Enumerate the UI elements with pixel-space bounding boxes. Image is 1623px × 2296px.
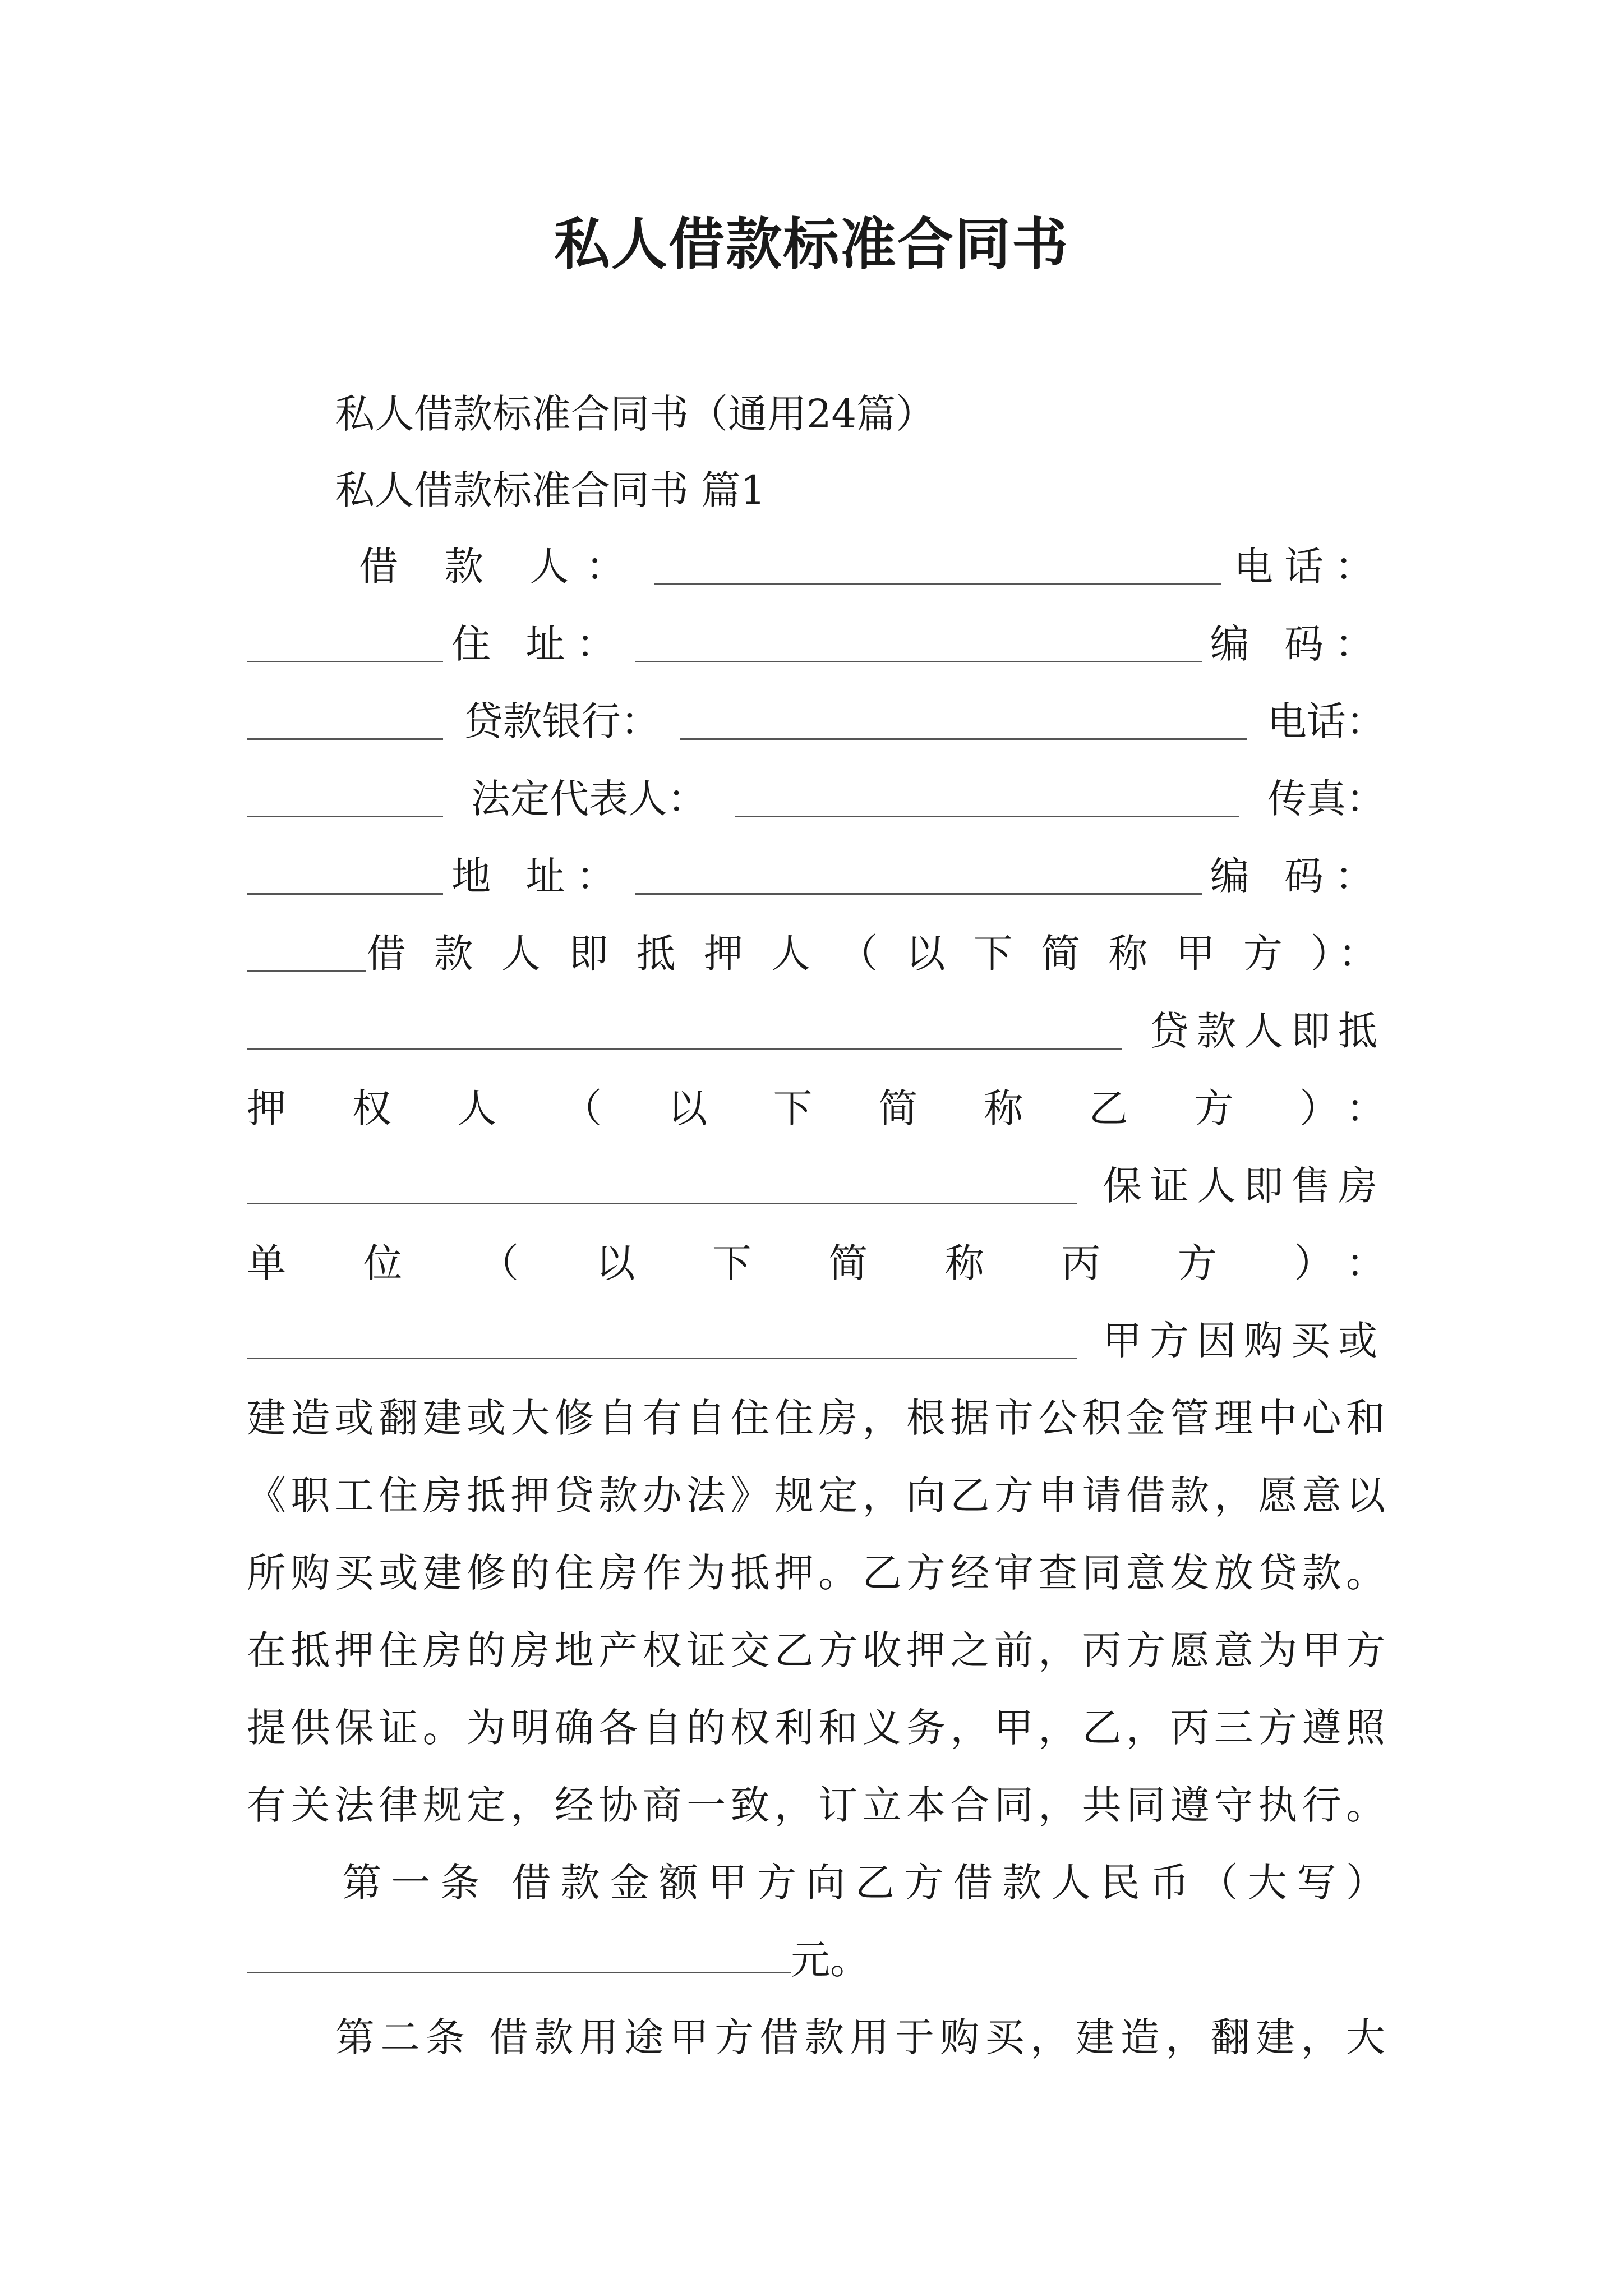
code-label-1: 编 码：: [1210, 621, 1385, 667]
party-b-blank: [247, 1168, 1077, 1204]
lender-row: [247, 1003, 1385, 1059]
phone-label-2: 电话：: [1267, 698, 1385, 744]
article-2: 第二条 借款用途甲方借款用于购买，建造，翻建，大: [335, 2014, 1385, 2060]
party-c-row: 单 位 （ 以 下 简 称 丙 方 ）：: [247, 1240, 1385, 1286]
guarantor-head: 保证人即售房: [1103, 1163, 1385, 1209]
party-a-label: 借 款 人 即 抵 押 人 （ 以 下 简 称 甲 方 ）：: [366, 931, 1385, 977]
address-row-2: [247, 848, 1385, 904]
fax-label: 传真：: [1267, 776, 1385, 822]
lender-label-head: 贷款人即抵: [1150, 1008, 1385, 1054]
code-blank-2: [247, 936, 366, 972]
body-line: 建造或翻建或大修自有自住住房，根据市公积金管理中心和: [247, 1395, 1385, 1441]
party-a-row: [247, 926, 1385, 982]
borrower-blank: [654, 549, 1221, 585]
body-line: 在抵押住房的房地产权证交乙方收押之前，丙方愿意为甲方: [247, 1627, 1385, 1673]
phone-blank-2: [247, 781, 443, 817]
phone-blank-1: [247, 626, 443, 662]
section-heading: 私人借款标准合同书 篇1: [335, 467, 766, 513]
borrower-row: [359, 539, 1385, 595]
address-row-1: [247, 616, 1385, 672]
phone-label-1: 电话：: [1233, 544, 1385, 590]
borrower-label: 借 款 人：: [359, 544, 642, 590]
bank-blank: [680, 703, 1247, 740]
reason-row: [247, 1313, 1385, 1369]
bank-row: [247, 693, 1385, 749]
party-a-blank: [247, 1013, 1122, 1050]
legal-rep-blank: [735, 781, 1239, 817]
party-b-row: 押 权 人 （ 以 下 简 称 乙 方 ）：: [247, 1085, 1385, 1131]
amount-blank: [247, 1937, 791, 1973]
address-label-1: 住 址：: [451, 621, 627, 667]
body-line: 所购买或建修的住房作为抵押。乙方经审查同意发放贷款。: [247, 1550, 1385, 1596]
guarantor-row: [247, 1158, 1385, 1214]
article-1: 第一条 借款金额甲方向乙方借款人民币（大写）: [342, 1860, 1385, 1906]
article-1-unit: 元。: [791, 1937, 869, 1983]
document-title: 私人借款标准合同书: [554, 211, 1069, 277]
legal-rep-label: 法定代表人：: [471, 776, 707, 822]
document-subtitle: 私人借款标准合同书（通用24篇）: [335, 391, 935, 437]
party-c-blank: [247, 1323, 1077, 1359]
body-line: 有关法律规定，经协商一致，订立本合同，共同遵守执行。: [247, 1782, 1385, 1828]
address-blank-1: [635, 626, 1202, 662]
code-blank-1: [247, 703, 443, 740]
address-blank-2: [635, 858, 1202, 895]
reason-head: 甲方因购买或: [1103, 1318, 1385, 1364]
legal-rep-row: [247, 771, 1385, 827]
bank-label: 贷款银行：: [463, 698, 660, 744]
fax-blank: [247, 858, 443, 895]
address-label-2: 地 址：: [451, 853, 627, 899]
body-line: 《职工住房抵押贷款办法》规定，向乙方申请借款，愿意以: [247, 1473, 1385, 1519]
article-1-amount-row: [247, 1932, 1385, 1988]
body-line: 提供保证。为明确各自的权利和义务，甲，乙，丙三方遵照: [247, 1705, 1385, 1751]
code-label-2: 编 码：: [1210, 853, 1385, 899]
